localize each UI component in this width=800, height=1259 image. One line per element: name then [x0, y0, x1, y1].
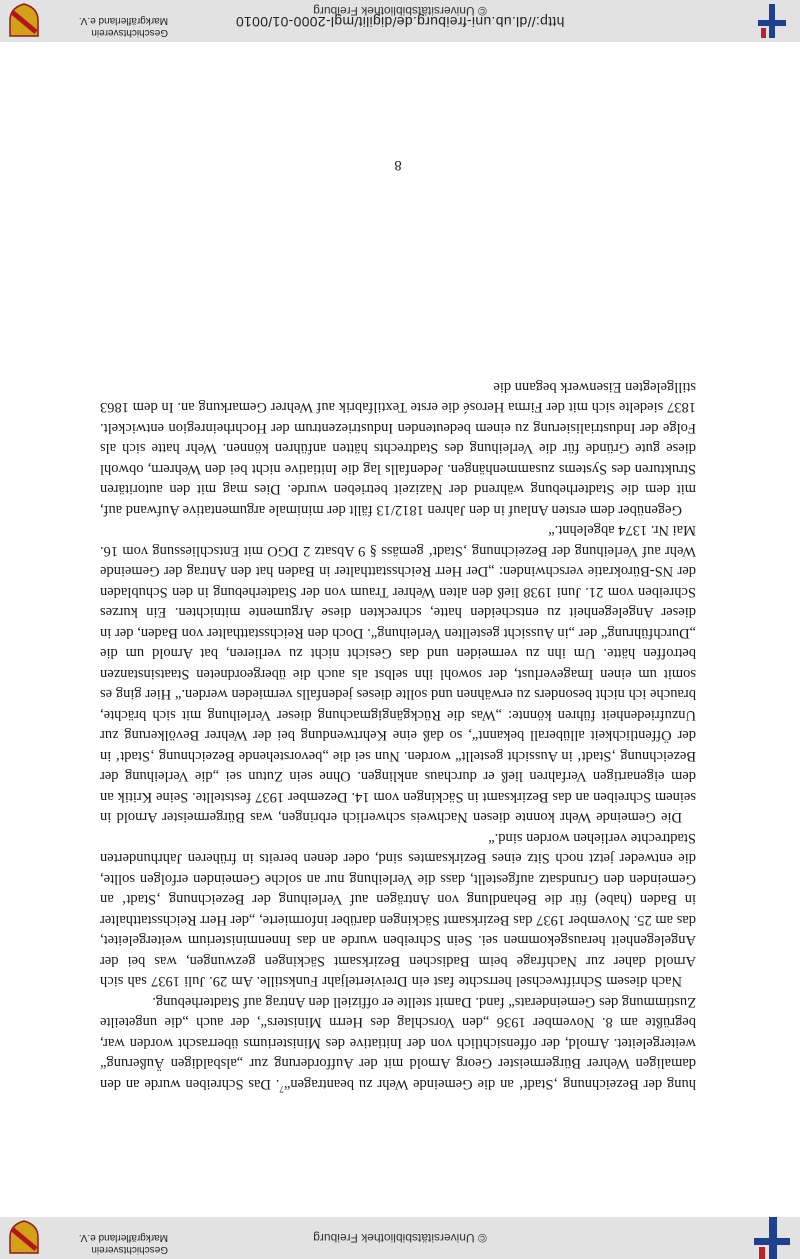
society-name: Geschichtsverein Markgräflerland e.V.: [78, 15, 168, 38]
page-number: 8: [394, 157, 402, 173]
header-copyright: © Universitätsbibliothek Freiburg: [313, 1231, 487, 1245]
document-url[interactable]: http://dl.ub.uni-freiburg.de/digilit/mgl-2000-01/0010: [235, 14, 565, 30]
paragraph-4: Gegenüber dem ersten Anlauf in den Jahren 1812/13 fällt der minimale argumentative Aufwand auf, mit dem die Stadterhebung während der Nazizeit betrieben wurde. Dies mag mit den autoritären Strukturen des Systems zusammenhängen. Jedenfalls lag die Initiative nicht bei den Wehrern, obwohl diese gute Gründe für die Verleihung des Stadtrechts hätten anführen können. Wehr hatte sich als Folge der Industrialisierung zu einem bedeutenden Industriezentrum der Hochrheinregion entwickelt. 1837 siedelte sich mit der Firma Herosé die erste Textilfabrik auf Wehrer Gemarkung an. In dem 1863 stillgelegten Eisenwerk begann die: [100, 379, 696, 518]
society-name-header: Geschichtsverein Markgräflerland e.V.: [78, 1232, 168, 1255]
coat-of-arms-icon: [8, 1219, 40, 1255]
ub-freiburg-logo-icon: [758, 4, 786, 38]
paragraph-1: hung der Bezeichnung ‚Stadt‘ an die Gemeinde Wehr zu beantragen“$^7$. Das Schreiben wurde an den damaligen Wehrer Bürgermeister Georg Arnold mit der Aufforderung zur „alsbaldigen Äußerung“ weitergeleitet. Arnold, der offensichtlich von der Initiative des Ministeriums überrascht worden war, begrüßte am 8. November 1936 „den Vorschlag des Herrn Ministers“, der auch „die ungeteilte Zustimmung des Gemeinderats“ fand. Damit stellte er offiziell den Antrag auf Stadterhebung.: [100, 994, 696, 1094]
footnote-marker: 7: [279, 1083, 284, 1094]
header-band: [0, 1217, 800, 1259]
paragraph-3: Die Gemeinde Wehr konnte diesen Nachweis schwerlich erbringen, was Bürgermeister Arnold in seinem Schreiben an das Bezirksamt in Säckingen vom 14. Dezember 1937 feststellte. Seine Kritik an dem eigenartigen Verfahren ließ er durchaus anklingen. Ohne sein Zutun sei „die Verleihung der Bezeichnung ‚Stadt‘ in Aussicht gestellt“ worden. Nun sei die „bevorstehende Bezeichnung ‚Stadt‘ in der Öffentlichkeit allüberall bekannt“, so daß eine Kehrtwendung bei der Wehrer Bevölkerung zur Unzufriedenheit führen könnte: „Was die Rückgängigmachung dieser Verleihung mit sich brächte, brauche ich nicht besonders zu erwähnen und sollte dieses jedenfalls vermieden werden.“ Hier ging es somit um einen Imageverlust, der sowohl ihn selbst als auch die übergeordneten Staatsinstanzen betroffen hätte. Um ihn zu vermeiden und das Gesicht nicht zu verlieren, bat Arnold um die „Durchführung“ der „in Aussicht gestellten Verleihung“. Doch den Reichsstatthalter von Baden, der in dieser Angelegenheit zu entscheiden hatte, schreckten diese Argumente mitnichten. Ein kurzes Schreiben vom 21. Juni 1938 ließ den alten Wehrer Traum von der Stadterhebung in den Schubladen der NS-Bürokratie verschwinden: „Der Herr Reichsstatthalter in Baden hat den Antrag der Gemeinde Wehr auf Verleihung der Bezeichnung ‚Stadt‘ gemäss § 9 Absatz 2 DGO mit Entschliessung vom 16. Mai Nr. 1374 abgelehnt.“: [100, 522, 696, 826]
footer-copyright: © Universitätsbibliothek Freiburg: [313, 4, 487, 18]
coat-of-arms-icon: [8, 2, 40, 38]
footer-band: [0, 0, 800, 42]
ub-freiburg-logo-icon: [752, 1217, 792, 1259]
paragraph-2: Nach diesem Schriftwechsel herrschte fast ein Dreivierteljahr Funkstille. Am 29. Juli 1937 sah sich Arnold daher zur Nachfrage beim Badischen Bezirksamt Säckingen gezwungen, was bei der Angelegenheit herausgekommen sei. Sein Schreiben wurde an das Innenministerium weitergeleitet, das am 25. November 1937 das Bezirksamt Säckingen darüber informierte, „der Herr Reichsstatthalter in Baden (habe) für die Behandlung von Anträgen auf Verleihung der Bezeichnung ‚Stadt‘ an Gemeinden den Grundsatz aufgestellt, dass die Verleihung nur an solche Gemeinden erfolgen sollte, die entweder jetzt noch Sitz eines Bezirksamtes sind, oder denen bereits in früheren Jahrhunderten Stadtrechte verliehen worden sind.“: [100, 830, 696, 990]
article-body: [100, 377, 696, 1095]
